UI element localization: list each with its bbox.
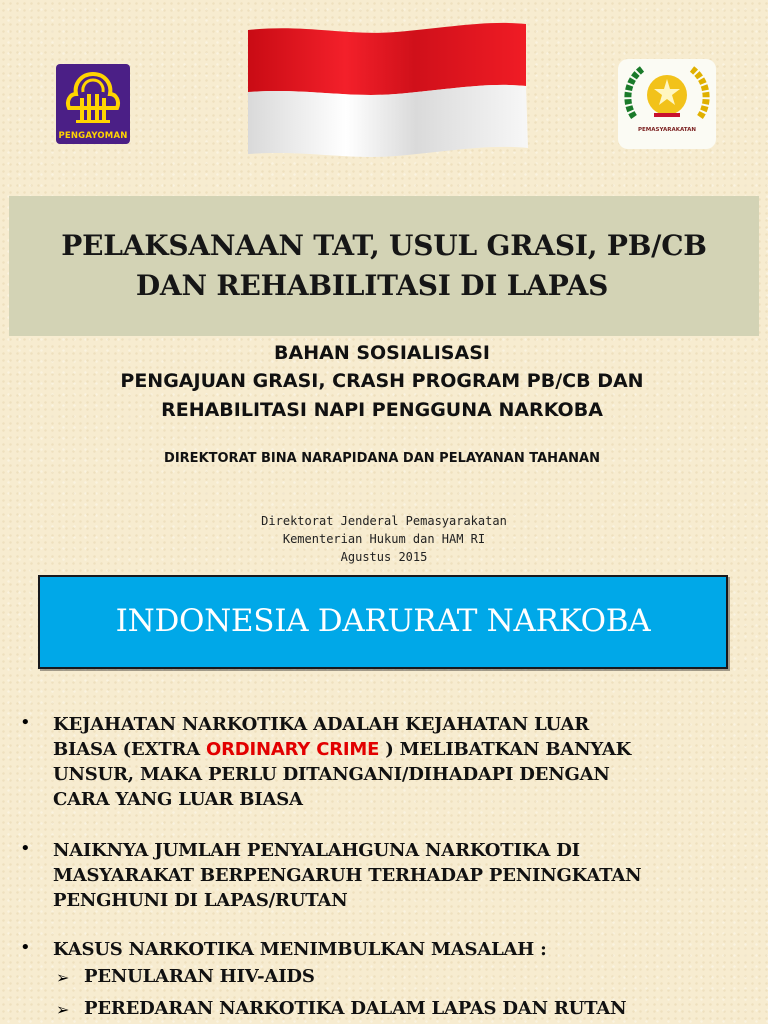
bullet-2-line-1: NAIKNYA JUMLAH PENYALAHGUNA NARKOTIKA DI: [53, 840, 580, 861]
bullet-1-text: ) MELIBATKAN BANYAK: [379, 739, 632, 760]
subtitle-line-3: REHABILITASI NAPI PENGGUNA NARKOBA: [161, 399, 603, 421]
arrow-bullet-icon: ➢: [56, 968, 70, 987]
subtitle-line-2: PENGAJUAN GRASI, CRASH PROGRAM PB/CB DAN: [120, 370, 644, 392]
bullet-icon: •: [20, 838, 31, 859]
title-line-1: PELAKSANAAN TAT, USUL GRASI, PB/CB: [61, 229, 707, 262]
logo-caption: PENGAYOMAN: [58, 131, 128, 141]
issuer-line-1: Direktorat Jenderal Pemasyarakatan: [261, 514, 507, 528]
indonesian-flag-icon: [246, 18, 530, 158]
bullet-1-line-4: CARA YANG LUAR BIASA: [53, 789, 303, 810]
arrow-bullet-icon: ➢: [56, 1000, 70, 1019]
tree-emblem-icon: [56, 64, 130, 130]
banner-text: INDONESIA DARURAT NARKOBA: [115, 603, 651, 639]
bullet-1-text: BIASA (EXTRA: [53, 739, 207, 760]
title-band: [9, 196, 759, 336]
bullet-1-line-3: UNSUR, MAKA PERLU DITANGANI/DIHADAPI DENGAN: [53, 764, 610, 785]
issuer-date: Agustus 2015: [340, 550, 428, 564]
highlight-ordinary-crime: ORDINARY CRIME: [206, 739, 380, 760]
directorate-name: DIREKTORAT BINA NARAPIDANA DAN PELAYANAN TAHANAN: [164, 451, 600, 466]
bullet-2-line-3: PENGHUNI DI LAPAS/RUTAN: [53, 890, 348, 911]
laurel-seal-icon: [618, 59, 716, 129]
bullet-icon: •: [20, 712, 31, 733]
title-line-2: DAN REHABILITASI DI LAPAS: [135, 269, 609, 302]
sub-item: PENULARAN HIV-AIDS: [84, 966, 315, 987]
subtitle-line-1: BAHAN SOSIALISASI: [274, 342, 490, 364]
emergency-banner: [38, 575, 728, 669]
issuer-line-2: Kementerian Hukum dan HAM RI: [282, 532, 486, 546]
logo-caption: PEMASYARAKATAN: [638, 127, 696, 133]
bullet-1-line-2: [53, 737, 758, 762]
bullet-3-line-1: KASUS NARKOTIKA MENIMBULKAN MASALAH :: [53, 939, 547, 960]
pemasyarakatan-logo: [618, 59, 716, 149]
pengayoman-logo: [56, 64, 130, 144]
bullet-icon: •: [20, 937, 31, 958]
bullet-1-line-1: KEJAHATAN NARKOTIKA ADALAH KEJAHATAN LUAR: [53, 714, 590, 735]
sub-item: PEREDARAN NARKOTIKA DALAM LAPAS DAN RUTAN: [84, 998, 627, 1019]
bullet-2-line-2: MASYARAKAT BERPENGARUH TERHADAP PENINGKATAN: [53, 865, 642, 886]
